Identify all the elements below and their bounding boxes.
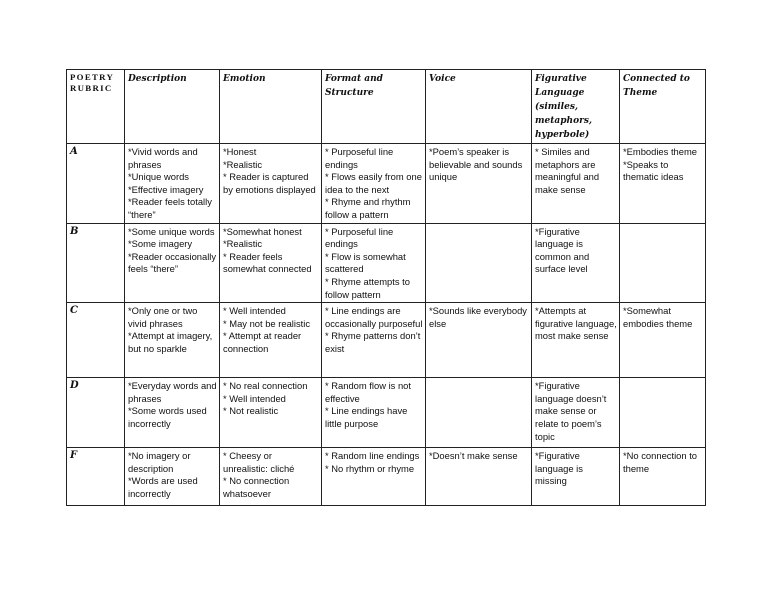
grade-label: C: [67, 303, 125, 378]
grade-label: A: [67, 144, 125, 224]
criterion-text: *Effective imagery: [128, 183, 204, 195]
cell-format-structure: [322, 223, 426, 303]
criterion-text: * Rhyme patterns don’t exist: [325, 330, 421, 354]
criterion-text: *Reader occasionally feels “there”: [128, 250, 217, 275]
cell-connected-to-theme: [620, 303, 706, 378]
criterion-text: * Well intended: [223, 305, 286, 317]
table-row: [67, 223, 706, 303]
criterion-text: *Attempt at imagery, but no sparkle: [128, 330, 213, 354]
criterion-text: * Random line endings: [325, 450, 420, 462]
cell-voice: [426, 223, 532, 303]
criterion-text: * Cheesy or unrealistic: cliché: [223, 450, 295, 474]
criterion-text: * Random flow is not effective: [325, 380, 411, 404]
column-header-description: Description: [125, 70, 220, 144]
table-row: [67, 448, 706, 506]
cell-description: [125, 144, 220, 224]
criterion-text: * Not realistic: [223, 405, 279, 417]
cell-connected-to-theme: [620, 448, 706, 506]
cell-emotion: [220, 144, 322, 224]
column-header-format-structure: Format and Structure: [322, 70, 426, 144]
cell-emotion: [220, 303, 322, 378]
criterion-text: * Well intended: [223, 392, 286, 404]
grade-label: B: [67, 223, 125, 303]
cell-figurative-language: [532, 378, 620, 448]
cell-figurative-language: [532, 303, 620, 378]
cell-description: [125, 378, 220, 448]
criterion-text: * Attempt at reader connection: [223, 330, 302, 354]
cell-description: [125, 303, 220, 378]
criterion-text: *Honest: [223, 146, 257, 157]
criterion-text: *Embodies theme: [623, 146, 697, 157]
criterion-text: *Unique words: [128, 171, 189, 183]
criterion-text: *Only one or two vivid phrases: [128, 305, 198, 329]
table-row: [67, 303, 706, 378]
criterion-text: *Words are used incorrectly: [128, 475, 198, 499]
cell-connected-to-theme: [620, 223, 706, 303]
grade-label: F: [67, 448, 125, 506]
column-header-voice: Voice: [426, 70, 532, 144]
criterion-text: *Speaks to thematic ideas: [623, 158, 684, 183]
criterion-text: * May not be realistic: [223, 317, 311, 329]
grade-label: D: [67, 378, 125, 448]
criterion-text: *Sounds like everybody else: [429, 305, 527, 329]
cell-description: [125, 448, 220, 506]
cell-format-structure: [322, 144, 426, 224]
criterion-text: *Figurative language is missing: [535, 450, 583, 487]
column-header-figurative-language: Figurative Language (similes, metaphors, hyperbole): [532, 70, 620, 144]
criterion-text: * Similes and metaphors are meaningful and make sense: [535, 146, 600, 195]
criterion-text: *Everyday words and phrases: [128, 380, 217, 404]
criterion-text: *Somewhat embodies theme: [623, 305, 693, 329]
header-row: [67, 70, 706, 144]
cell-connected-to-theme: [620, 378, 706, 448]
criterion-text: * Purposeful line endings: [325, 225, 394, 250]
criterion-text: *No connection to theme: [623, 450, 698, 474]
table-row: [67, 144, 706, 224]
cell-voice: [426, 303, 532, 378]
cell-figurative-language: [532, 223, 620, 303]
criterion-text: *Figurative language doesn’t make sense or relate to poem’s topic: [535, 380, 607, 442]
criterion-text: * Rhyme and rhythm follow a pattern: [325, 196, 411, 220]
criterion-text: *Some words used incorrectly: [128, 405, 207, 429]
column-header-emotion: Emotion: [220, 70, 322, 144]
rubric-title: POETRY RUBRIC: [67, 70, 125, 144]
cell-description: [125, 223, 220, 303]
criterion-text: * No rhythm or rhyme: [325, 462, 415, 474]
criterion-text: * Flow is somewhat scattered: [325, 250, 406, 275]
cell-emotion: [220, 448, 322, 506]
criterion-text: *Poem’s speaker is believable and sounds unique: [429, 146, 523, 183]
criterion-text: *Doesn’t make sense: [429, 450, 518, 462]
cell-format-structure: [322, 303, 426, 378]
cell-voice: [426, 448, 532, 506]
table-row: [67, 378, 706, 448]
criterion-text: * Reader is captured by emotions displayed: [223, 171, 316, 195]
criterion-text: *Somewhat honest: [223, 225, 302, 237]
criterion-text: *Reader feels totally “there”: [128, 196, 212, 220]
criterion-text: *Vivid words and phrases: [128, 146, 198, 170]
criterion-text: * Line endings have little purpose: [325, 405, 408, 429]
criterion-text: *No imagery or description: [128, 450, 191, 474]
criterion-text: *Attempts at figurative language, most make sense: [535, 305, 617, 342]
criterion-text: * No real connection: [223, 380, 308, 392]
criterion-text: * Reader feels somewhat connected: [223, 250, 312, 275]
criterion-text: * No connection whatsoever: [223, 475, 290, 499]
cell-voice: [426, 144, 532, 224]
criterion-text: *Some imagery: [128, 238, 193, 250]
cell-format-structure: [322, 448, 426, 506]
criterion-text: * Flows easily from one idea to the next: [325, 171, 422, 195]
criterion-text: * Line endings are occasionally purposeful: [325, 305, 423, 329]
cell-figurative-language: [532, 448, 620, 506]
criterion-text: *Figurative language is common and surface level: [535, 225, 590, 275]
cell-emotion: [220, 378, 322, 448]
cell-connected-to-theme: [620, 144, 706, 224]
cell-format-structure: [322, 378, 426, 448]
rubric-body: [67, 144, 706, 506]
column-header-connected-to-theme: Connected to Theme: [620, 70, 706, 144]
cell-emotion: [220, 223, 322, 303]
criterion-text: *Realistic: [223, 158, 263, 170]
cell-figurative-language: [532, 144, 620, 224]
poetry-rubric-table: [66, 69, 706, 506]
criterion-text: * Rhyme attempts to follow pattern: [325, 275, 410, 300]
criterion-text: *Some unique words: [128, 225, 215, 237]
criterion-text: *Realistic: [223, 238, 263, 250]
cell-voice: [426, 378, 532, 448]
criterion-text: * Purposeful line endings: [325, 146, 394, 170]
